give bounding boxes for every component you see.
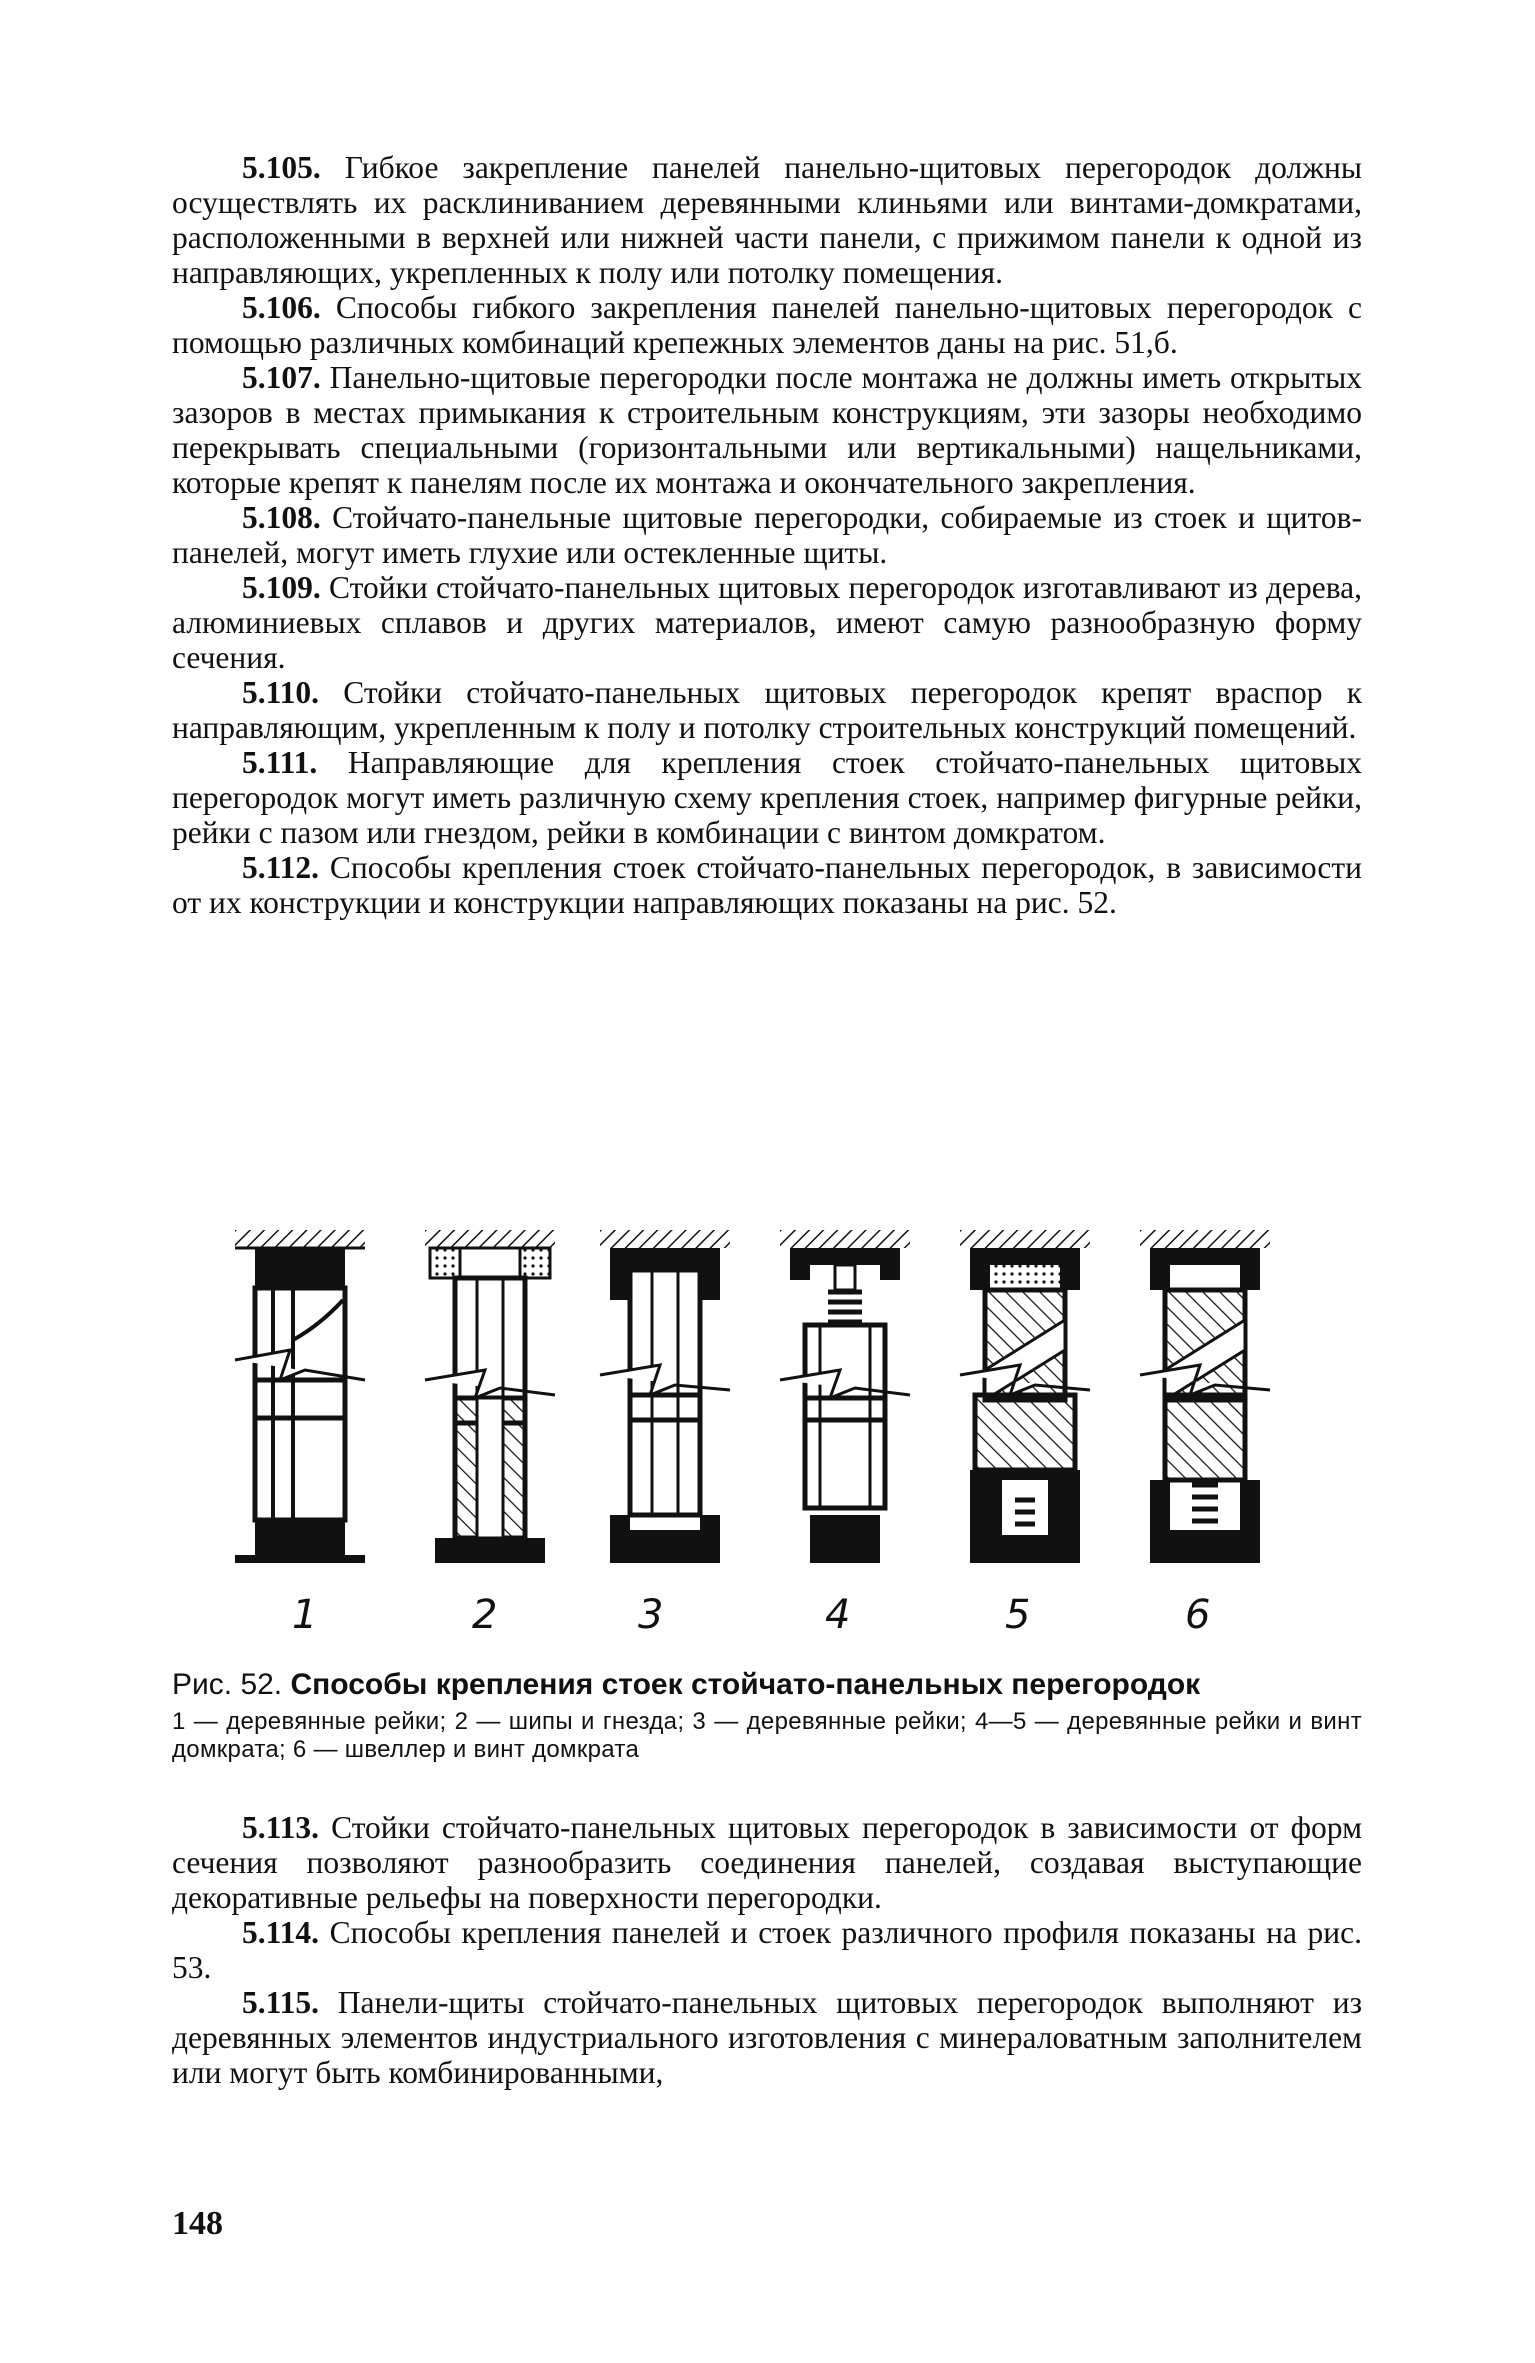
detail-4 bbox=[780, 1230, 910, 1563]
paragraph-number: 5.114. bbox=[242, 1915, 320, 1950]
detail-5 bbox=[960, 1230, 1090, 1563]
paragraph-text: Стойчато-панельные щитовые перегородки, собираемые из стоек и щитов-панелей, могут иметь глухие или остекленные щиты. bbox=[172, 500, 1363, 570]
caption-title bbox=[172, 1668, 1362, 1702]
detail-2 bbox=[425, 1230, 555, 1563]
paragraph-text: Панельно-щитовые перегородки после монтажа не должны иметь открытых зазоров в местах примыкания к строительным конструкциям, эти зазоры необходимо перекрывать специальными (горизонтальными или вертикальными) нащельниками, которые крепят к панелям после их монтажа и окончательного закрепления. bbox=[172, 360, 1362, 500]
paragraph-number: 5.111. bbox=[242, 745, 318, 780]
figure-drawing bbox=[220, 1230, 1350, 1590]
figure-label-2: 2 bbox=[472, 1592, 498, 1638]
paragraph-text: Стойки стойчато-панельных щитовых перегородок крепят враспор к направляющим, укрепленным к полу и потолку строительных конструкций помещений. bbox=[172, 675, 1363, 745]
paragraph-number: 5.115. bbox=[242, 1985, 320, 2020]
figure-caption bbox=[172, 1668, 1362, 1764]
paragraph-number: 5.108. bbox=[242, 500, 321, 535]
paragraph bbox=[172, 850, 1362, 920]
paragraph-text: Стойки стойчато-панельных щитовых перегородок изготавливают из дерева, алюминиевых сплавов и других материалов, имеют самую разнообразную форму сечения. bbox=[172, 570, 1363, 675]
paragraph-number: 5.107. bbox=[242, 360, 321, 395]
figure-label-5: 5 bbox=[1005, 1592, 1031, 1638]
paragraph bbox=[172, 1985, 1362, 2090]
paragraph bbox=[172, 290, 1362, 360]
detail-1 bbox=[235, 1230, 365, 1563]
figure-label-6: 6 bbox=[1185, 1592, 1211, 1638]
paragraph-number: 5.110. bbox=[242, 675, 320, 710]
page-number: 148 bbox=[172, 2205, 223, 2242]
paragraph bbox=[172, 745, 1362, 850]
paragraph-number: 5.106. bbox=[242, 290, 321, 325]
figure-label-1: 1 bbox=[292, 1592, 318, 1638]
text-block-bottom bbox=[172, 1810, 1362, 2090]
paragraph-text: Способы гибкого закрепления панелей панельно-щитовых перегородок с помощью различных комбинаций крепежных элементов даны на рис. 51,б. bbox=[172, 290, 1363, 360]
paragraph bbox=[172, 500, 1362, 570]
figure-52 bbox=[220, 1230, 1350, 1640]
figure-label-4: 4 bbox=[825, 1592, 851, 1638]
paragraph bbox=[172, 150, 1362, 290]
paragraph-number: 5.109. bbox=[242, 570, 321, 605]
paragraph-number: 5.113. bbox=[242, 1810, 320, 1845]
paragraph-text: Способы крепления панелей и стоек различного профиля показаны на рис. 53. bbox=[172, 1915, 1362, 1985]
paragraph-text: Способы крепления стоек стойчато-панельных перегородок, в зависимости от их конструкции и конструкции направляющих показаны на рис. 52. bbox=[172, 850, 1363, 920]
caption-number: Рис. 52. bbox=[172, 1668, 283, 1701]
paragraph bbox=[172, 1810, 1362, 1915]
caption-legend: 1 — деревянные рейки; 2 — шипы и гнезда; 3 — деревянные рейки; 4—5 — деревянные рейки и винт домкрата; 6 — швеллер и винт домкрата bbox=[172, 1708, 1362, 1763]
paragraph-text: Направляющие для крепления стоек стойчато-панельных щитовых перегородок могут иметь различную схему крепления стоек, например фигурные рейки, рейки с пазом или гнездом, рейки в комбинации с винтом домкратом. bbox=[172, 745, 1362, 850]
paragraph bbox=[172, 675, 1362, 745]
detail-6 bbox=[1140, 1230, 1270, 1563]
detail-3 bbox=[600, 1230, 730, 1563]
paragraph-number: 5.105. bbox=[242, 150, 321, 185]
paragraph-text: Гибкое закрепление панелей панельно-щитовых перегородок должны осуществлять их расклиниванием деревянными клиньями или винтами-домкратами, расположенными в верхней или нижней части панели, с прижимом панели к одной из направляющих, укрепленных к полу или потолку помещения. bbox=[172, 150, 1362, 290]
caption-title-text: Способы крепления стоек стойчато-панельных перегородок bbox=[290, 1668, 1201, 1701]
paragraph-text: Стойки стойчато-панельных щитовых перегородок в зависимости от форм сечения позволяют разнообразить соединения панелей, создавая выступающие декоративные рельефы на поверхности перегородки. bbox=[172, 1810, 1363, 1915]
paragraph bbox=[172, 570, 1362, 675]
figure-label-3: 3 bbox=[638, 1592, 664, 1638]
paragraph bbox=[172, 360, 1362, 500]
paragraph bbox=[172, 1915, 1362, 1985]
text-block-top bbox=[172, 150, 1362, 920]
paragraph-number: 5.112. bbox=[242, 850, 320, 885]
paragraph-text: Панели-щиты стойчато-панельных щитовых перегородок выполняют из деревянных элементов индустриального изготовления с минераловатным заполнителем или могут быть комбинированными, bbox=[172, 1985, 1363, 2090]
